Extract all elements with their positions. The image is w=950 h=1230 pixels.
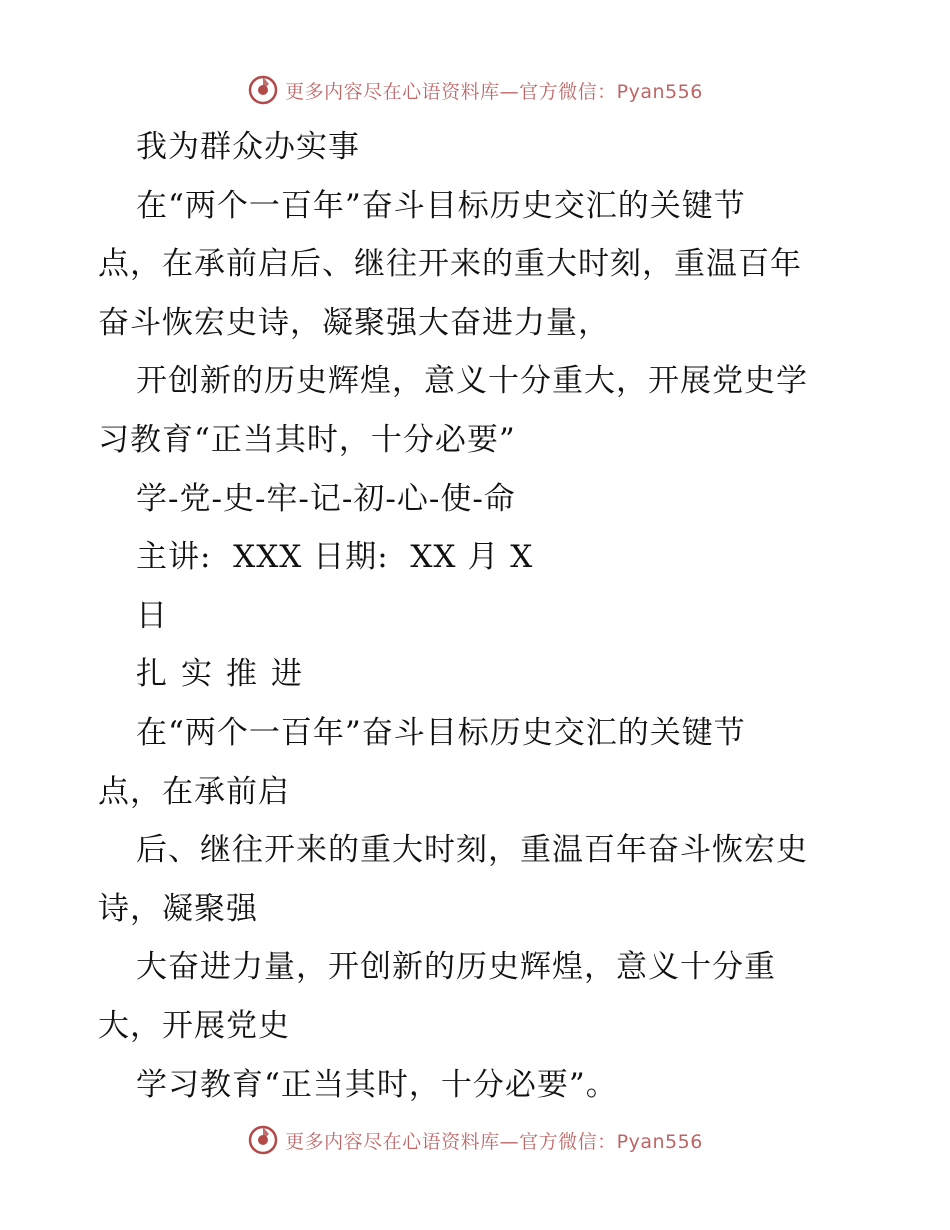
- paragraph-line: 点，在承前启: [98, 773, 290, 810]
- watermark-logo-icon: [247, 1124, 279, 1156]
- paragraph-line: 后、继往开来的重大时刻，重温百年奋斗恢宏史: [136, 832, 808, 869]
- watermark-text: 更多内容尽在心语资料库—官方微信：Pyan556: [285, 1130, 703, 1153]
- doc-title: 我为群众办实事: [136, 129, 360, 165]
- subtitle-line: 学-党-史-牢-记-初-心-使-命: [136, 480, 516, 517]
- paragraph-line: 在“两个一百年”奋斗目标历史交汇的关键节: [136, 187, 746, 224]
- paragraph-line: 开创新的历史辉煌，意义十分重大，开展党史学: [136, 363, 808, 400]
- paragraph-line: 奋斗恢宏史诗，凝聚强大奋进力量，: [98, 304, 610, 341]
- date-continuation-line: 日: [136, 597, 168, 634]
- watermark-logo-icon: [247, 74, 279, 106]
- paragraph-line: 点，在承前启后、继往开来的重大时刻，重温百年: [98, 246, 802, 283]
- paragraph-line: 学习教育“正当其时，十分必要”。: [136, 1066, 618, 1103]
- watermark-text: 更多内容尽在心语资料库—官方微信：Pyan556: [285, 80, 703, 103]
- paragraph-line: 诗，凝聚强: [98, 890, 258, 927]
- paragraph-line: 习教育“正当其时，十分必要”: [98, 421, 516, 458]
- header-watermark: [0, 70, 950, 110]
- paragraph-line: 大奋进力量，开创新的历史辉煌，意义十分重: [136, 949, 776, 986]
- section-heading: 扎实推进: [136, 656, 316, 693]
- document-body: [98, 118, 858, 1114]
- speaker-date-line: 主讲: XXX 日期: XX 月 X: [136, 539, 534, 576]
- paragraph-line: 在“两个一百年”奋斗目标历史交汇的关键节: [136, 714, 746, 751]
- footer-watermark: [0, 1120, 950, 1160]
- paragraph-line: 大，开展党史: [98, 1007, 290, 1044]
